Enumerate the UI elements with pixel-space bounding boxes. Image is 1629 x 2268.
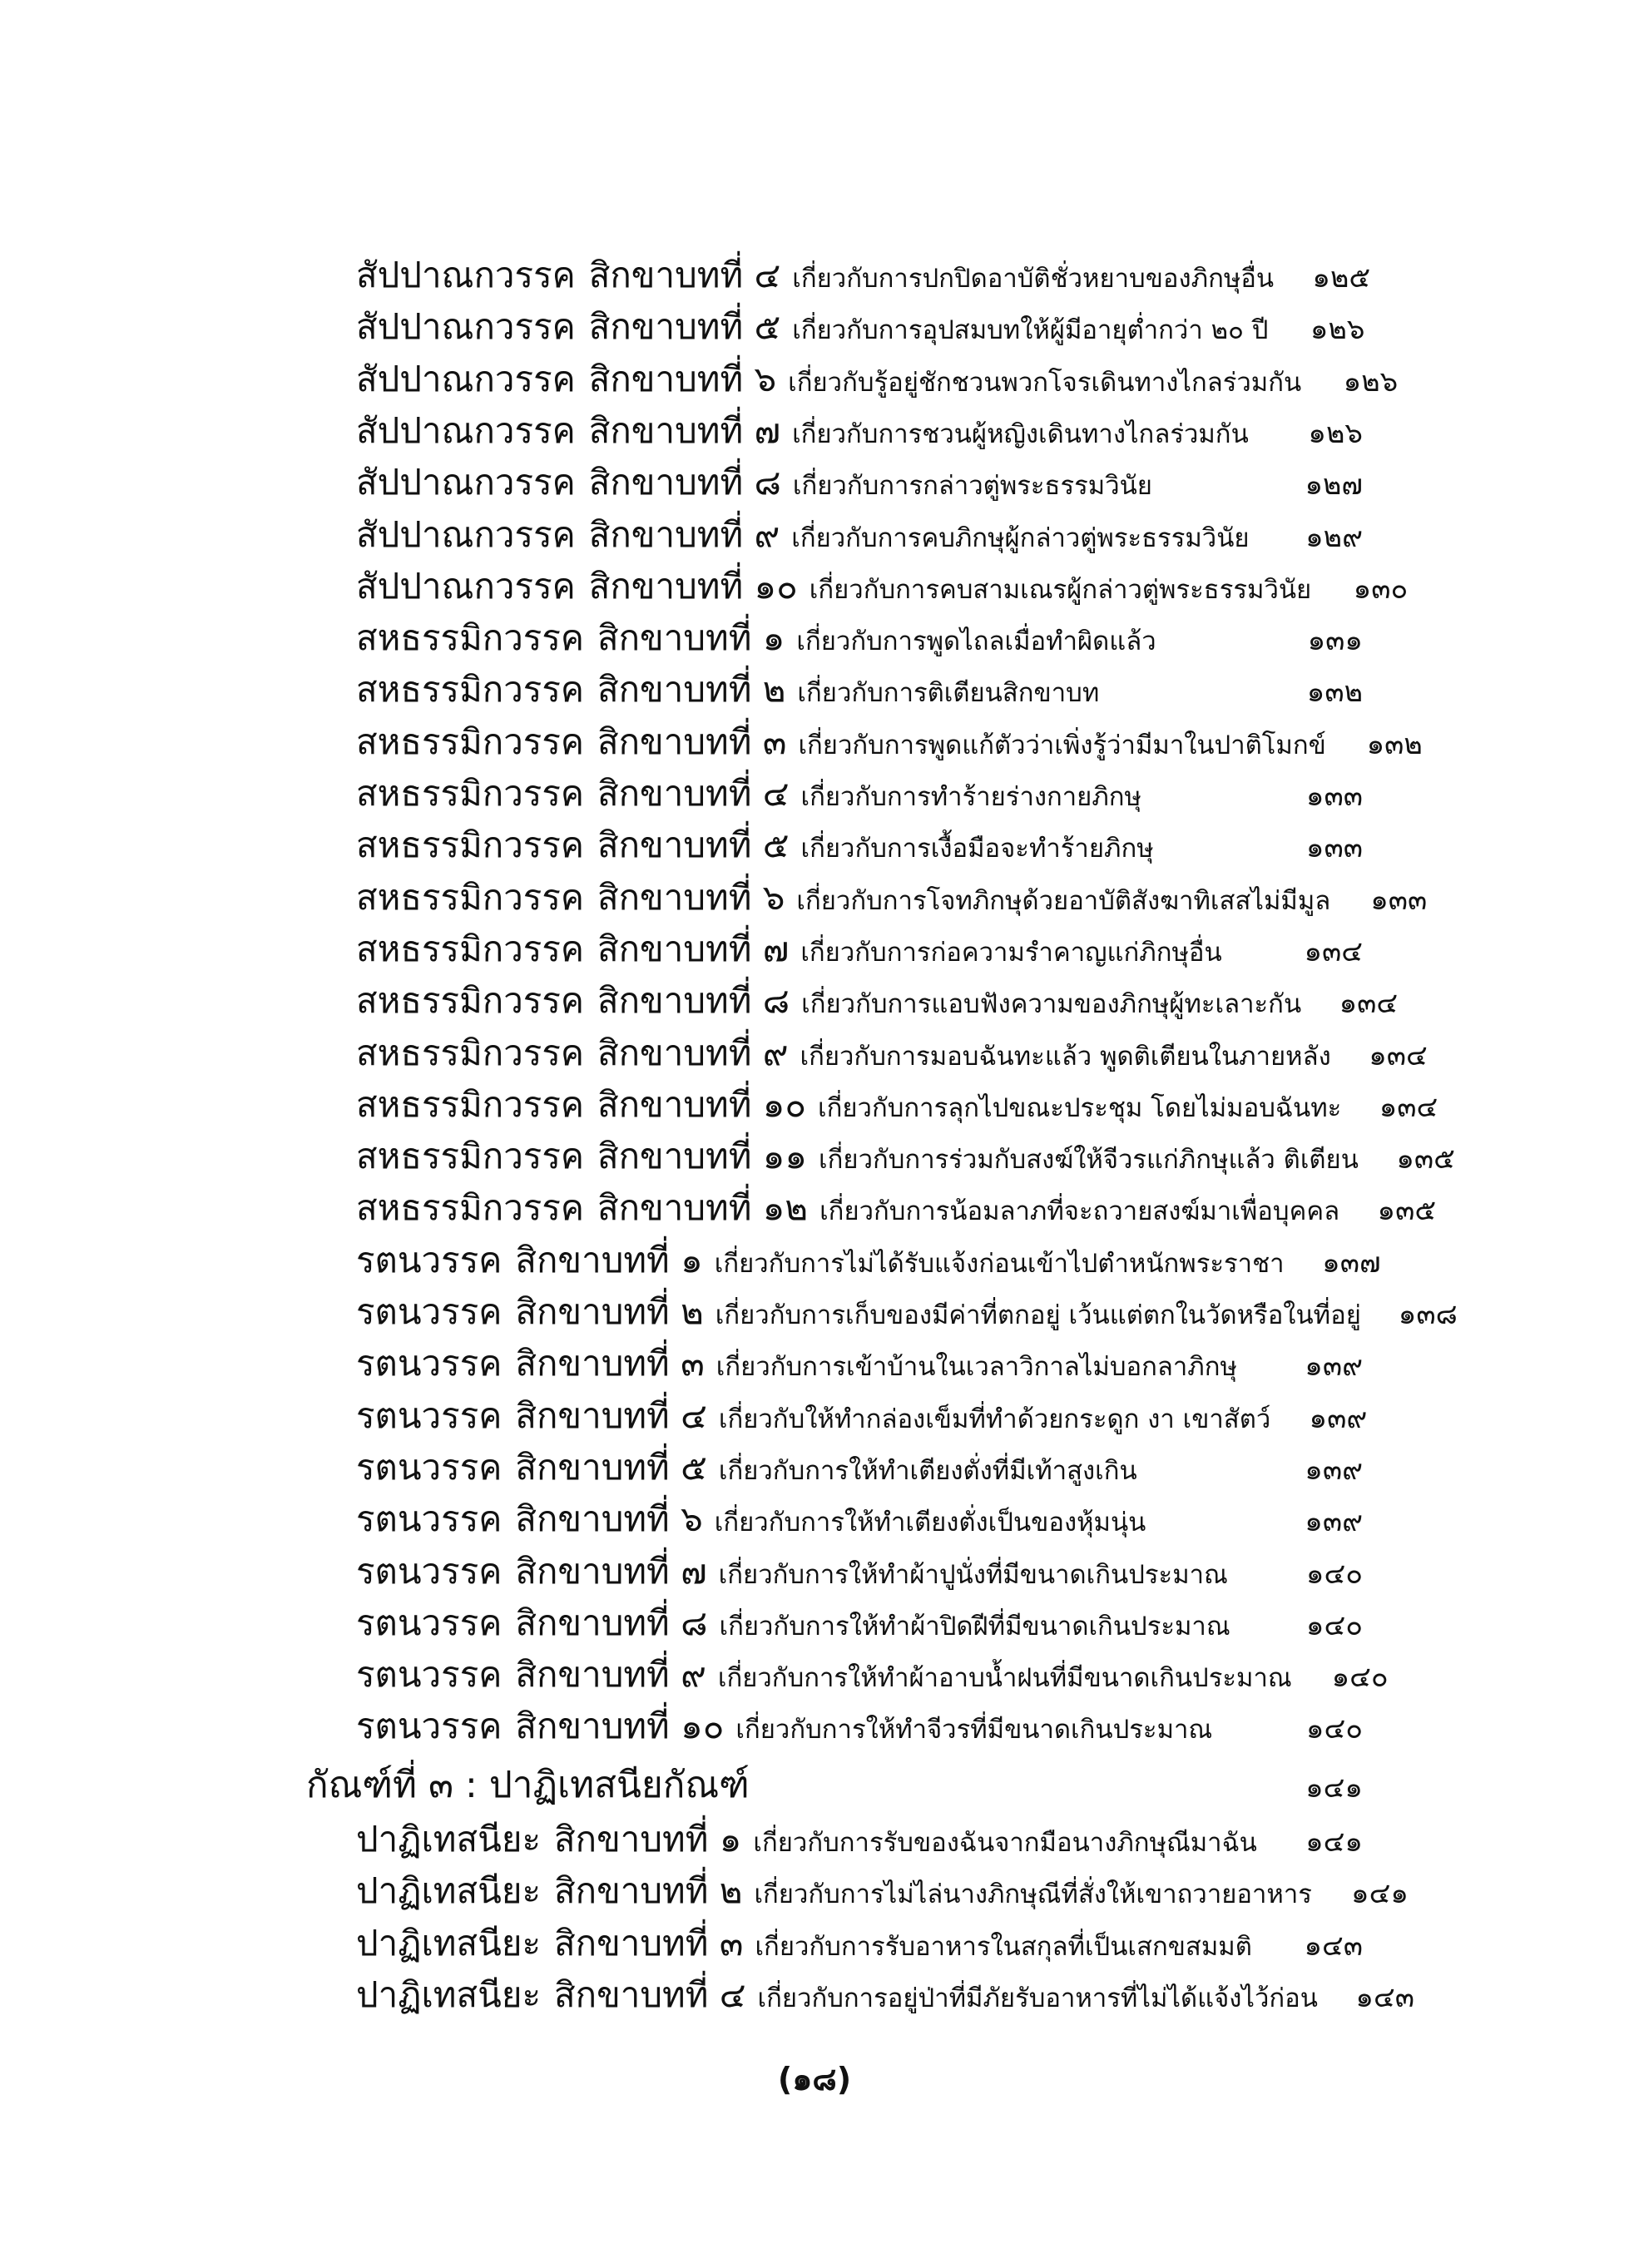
rule-number: สิกขาบทที่ ๔ [554,1973,746,2015]
page-number-footer: (๑๘) [777,2061,852,2097]
chapter-name: สหธรรมิกวรรค [356,876,584,918]
rule-description: เกี่ยวกับการให้ทำผ้าปิดฝีที่มีขนาดเกินประมาณ [719,1611,1230,1642]
rule-description: เกี่ยวกับการให้ทำเตียงตั่งเป็นของหุ้มนุ่น [714,1508,1146,1538]
rule-number: สิกขาบทที่ ๒ [597,669,786,711]
rule-number: สิกขาบทที่ ๑๐ [597,1083,807,1125]
page-number: ๑๓๒ [1366,727,1423,761]
rule-number: สิกขาบทที่ ๑ [554,1819,742,1859]
rule-number: สิกขาบทที่ ๙ [515,1654,706,1696]
toc-entry [356,662,1363,714]
chapter-name: สหธรรมิกวรรค [356,721,584,762]
page-number: ๑๒๗ [1305,468,1363,503]
rule-number: สิกขาบทที่ ๘ [588,462,781,503]
toc-entry [356,248,1371,300]
chapter-name: สหธรรมิกวรรค [356,1083,584,1125]
toc-entry [356,455,1363,507]
toc-entry [356,973,1399,1025]
page-number: ๑๓๘ [1398,1298,1458,1331]
toc-entry [356,1440,1363,1492]
toc-entry [356,508,1363,559]
toc-entry [356,766,1363,818]
rule-description: เกี่ยวกับการเข้าบ้านในเวลาวิกาลไม่บอกลาภิกษุ [715,1352,1237,1383]
section-title: กัณฑ์ที่ ๓ : ปาฏิเทสนียกัณฑ์ [306,1764,750,1806]
page-number: ๑๔๐ [1305,1712,1363,1746]
chapter-name: ปาฏิเทสนียะ [356,1819,541,1859]
rule-description: เกี่ยวกับการให้ทำผ้าอาบน้ำฝนที่มีขนาดเกินประมาณ [717,1663,1292,1694]
rule-number: สิกขาบทที่ ๒ [515,1291,704,1332]
chapter-name: รตนวรรค [356,1446,503,1488]
rule-number: สิกขาบทที่ ๙ [597,1032,789,1073]
chapter-name: รตนวรรค [356,1239,503,1280]
page-number: ๑๒๙ [1305,520,1363,554]
chapter-name: รตนวรรค [356,1291,503,1332]
chapter-name: ปาฏิเทสนียะ [356,1870,541,1912]
rule-description: เกี่ยวกับการปกปิดอาบัติชั่วหยาบของภิกษุอื่น [792,264,1275,294]
toc-entry [356,1864,1409,1915]
rule-description: เกี่ยวกับการพูดแก้ตัวว่าเพิ่งรู้ว่ามีมาในปาติโมกข์ [798,730,1326,760]
rule-number: สิกขาบทที่ ๕ [597,825,790,866]
toc-entry [356,404,1363,455]
rule-number: สิกขาบทที่ ๓ [515,1343,705,1384]
rule-number: สิกขาบทที่ ๙ [588,513,780,555]
toc-entry [356,1181,1437,1232]
rule-number: สิกขาบทที่ ๖ [515,1498,703,1540]
page-number: ๑๒๖ [1310,313,1365,347]
rule-number: สิกขาบทที่ ๑๒ [597,1187,809,1229]
rule-number: สิกขาบทที่ ๖ [588,358,777,399]
section-heading [306,1755,1363,1810]
rule-number: สิกขาบทที่ ๒ [554,1870,743,1912]
rule-number: สิกขาบทที่ ๔ [515,1394,707,1436]
page-number: ๑๓๕ [1396,1142,1455,1176]
toc-entry [356,1544,1363,1596]
chapter-name: ปาฏิเทสนียะ [356,1973,541,2015]
chapter-name: สัปปาณกวรรค [356,462,576,503]
chapter-name: สัปปาณกวรรค [356,565,576,607]
toc-entry [356,715,1423,766]
toc-entry [356,922,1363,973]
rule-number: สิกขาบทที่ ๔ [588,255,781,295]
rule-number: สิกขาบทที่ ๘ [597,980,790,1022]
page-number: ๑๒๖ [1343,364,1399,399]
chapter-name: สหธรรมิกวรรค [356,928,584,969]
rule-number: สิกขาบทที่ ๓ [554,1922,744,1963]
rule-description: เกี่ยวกับการรับของฉันจากมือนางภิกษุณีมาฉัน [753,1828,1257,1858]
chapter-name: ปาฏิเทสนียะ [356,1922,541,1963]
page-number: ๑๔๐ [1331,1661,1389,1695]
toc-entry [356,1129,1455,1181]
rule-description: เกี่ยวกับการให้ทำจีวรที่มีขนาดเกินประมาณ [735,1715,1213,1746]
page-number: ๑๓๓ [1370,883,1428,917]
toc-entry [356,559,1409,611]
page-number: ๑๓๓ [1305,831,1363,865]
page-number: ๑๓๔ [1379,1090,1438,1124]
toc-entry [356,1026,1428,1077]
toc-entry [356,1596,1363,1647]
rule-number: สิกขาบทที่ ๔ [597,773,790,814]
toc-entry [356,300,1363,351]
chapter-name: สหธรรมิกวรรค [356,1187,584,1229]
rule-description: เกี่ยวกับการให้ทำผ้าปูนั่งที่มีขนาดเกินประมาณ [718,1559,1228,1590]
page-number: ๑๓๙ [1305,1453,1363,1487]
rule-description: เกี่ยวกับการก่อความรำคาญแก่ภิกษุอื่น [800,937,1222,968]
chapter-name: สหธรรมิกวรรค [356,669,584,711]
rule-number: สิกขาบทที่ ๕ [515,1446,707,1488]
toc-entry [356,1389,1368,1440]
rule-description: เกี่ยวกับการรับอาหารในสกุลที่เป็นเสกขสมมติ [755,1931,1252,1962]
chapter-name: รตนวรรค [356,1602,503,1643]
rule-description: เกี่ยวกับรู้อยู่ชักชวนพวกโจรเดินทางไกลร่วมกัน [788,367,1302,398]
page-number: ๑๓๓ [1305,780,1363,813]
rule-description: เกี่ยวกับการกล่าวตู่พระธรรมวินัย [792,471,1152,502]
rule-number: สิกขาบทที่ ๑ [597,617,785,659]
rule-description: เกี่ยวกับการคบภิกษุผู้กล่าวตู่พระธรรมวินัย [791,522,1250,553]
toc-entry [356,1077,1438,1129]
toc-entry [356,870,1428,922]
toc-entry [356,1285,1458,1336]
toc-entry [356,818,1363,869]
chapter-name: สัปปาณกวรรค [356,255,576,295]
page-number: ๑๔๐ [1305,1557,1363,1591]
rule-description: เกี่ยวกับการให้ทำเตียงตั่งที่มีเท้าสูงเกิน [718,1455,1137,1486]
rule-description: เกี่ยวกับการเงื้อมือจะทำร้ายภิกษุ [800,834,1154,864]
toc-entry [356,1812,1363,1864]
rule-number: สิกขาบทที่ ๓ [597,721,787,762]
chapter-name: สัปปาณกวรรค [356,409,576,451]
rule-description: เกี่ยวกับการมอบฉันทะแล้ว พูดติเตียนในภายหลัง [800,1041,1331,1072]
rule-description: เกี่ยวกับการโจทภิกษุด้วยอาบัติสังฆาทิเสสไม่มีมูล [796,885,1331,916]
toc-entry [356,1233,1381,1285]
rule-description: เกี่ยวกับการคบสามเณรผู้กล่าวตู่พระธรรมวินัย [809,574,1312,605]
chapter-name: รตนวรรค [356,1394,503,1436]
chapter-name: สหธรรมิกวรรค [356,1032,584,1073]
page-number: ๑๔๐ [1305,1608,1363,1642]
chapter-name: รตนวรรค [356,1550,503,1592]
page-number: ๑๓๗ [1322,1245,1381,1280]
toc-entry [356,352,1399,404]
rule-number: สิกขาบทที่ ๑๐ [515,1706,725,1747]
rule-description: เกี่ยวกับการไม่ไล่นางภิกษุณีที่สั่งให้เขาถวายอาหาร [754,1879,1312,1910]
toc-entry [356,611,1363,662]
page-number: ๑๔๑ [1351,1877,1409,1911]
rule-description: เกี่ยวกับการชวนผู้หญิงเดินทางไกลร่วมกัน [792,418,1249,449]
page-number: ๑๓๔ [1339,987,1399,1021]
rule-description: เกี่ยวกับการแอบฟังความของภิกษุผู้ทะเลาะกัน [801,989,1302,1020]
rule-number: สิกขาบทที่ ๕ [588,306,781,348]
chapter-name: สัปปาณกวรรค [356,306,576,348]
rule-description: เกี่ยวกับการอยู่ป่าที่มีภัยรับอาหารที่ไม่ได้แจ้งไว้ก่อน [757,1983,1318,2013]
page-number: ๑๓๕ [1377,1194,1437,1228]
rule-number: สิกขาบทที่ ๘ [515,1602,708,1643]
toc-entry [356,1492,1363,1543]
section-page-number: ๑๔๑ [1305,1771,1363,1805]
rule-number: สิกขาบทที่ ๗ [588,409,781,451]
rule-number: สิกขาบทที่ ๖ [597,876,785,918]
rule-description: เกี่ยวกับการไม่ได้รับแจ้งก่อนเข้าไปตำหนักพระราชา [714,1248,1285,1279]
page-number: ๑๓๔ [1369,1038,1428,1072]
page-number: ๑๒๖ [1308,416,1363,450]
chapter-name: สหธรรมิกวรรค [356,773,584,814]
chapter-name: สหธรรมิกวรรค [356,825,584,866]
chapter-name: รตนวรรค [356,1654,503,1696]
toc-entry [356,1968,1414,2019]
rule-number: สิกขาบทที่ ๗ [515,1550,707,1592]
page-number: ๑๓๔ [1304,934,1363,968]
rule-description: เกี่ยวกับการร่วมกับสงฆ์ให้จีวรแก่ภิกษุแล้ว ติเตียน [819,1145,1359,1176]
page-number: ๑๓๙ [1309,1401,1368,1435]
page-number: ๑๓๑ [1307,624,1363,658]
chapter-name: สหธรรมิกวรรค [356,980,584,1022]
rule-description: เกี่ยวกับการอุปสมบทให้ผู้มีอายุต่ำกว่า ๒๐ ปี [792,315,1269,346]
toc-entry [356,1916,1363,1968]
rule-description: เกี่ยวกับการพูดไถลเมื่อทำผิดแล้ว [796,626,1156,657]
page-number: ๑๓๐ [1353,572,1409,606]
chapter-name: รตนวรรค [356,1498,503,1540]
rule-description: เกี่ยวกับการเก็บของมีค่าที่ตกอยู่ เว้นแต่ตกในวัดหรือในที่อยู่ [715,1300,1361,1330]
chapter-name: สัปปาณกวรรค [356,513,576,555]
toc-entry [356,1336,1363,1388]
rule-number: สิกขาบทที่ ๑๐ [588,565,798,607]
rule-description: เกี่ยวกับการน้อมลาภที่จะถวายสงฆ์มาเพื่อบุคคล [819,1196,1340,1227]
chapter-name: รตนวรรค [356,1343,503,1384]
rule-description: เกี่ยวกับการทำร้ายร่างกายภิกษุ [800,782,1141,812]
toc-entry [356,1647,1389,1699]
chapter-name: สัปปาณกวรรค [356,358,576,399]
page-number: ๑๓๙ [1305,1505,1363,1539]
chapter-name: สหธรรมิกวรรค [356,1136,584,1177]
page-number: ๑๔๓ [1355,1980,1414,2014]
chapter-name: รตนวรรค [356,1706,503,1747]
rule-description: เกี่ยวกับให้ทำกล่องเข็มที่ทำด้วยกระดูก งา เขาสัตว์ [718,1404,1271,1434]
page-number: ๑๒๕ [1312,261,1371,295]
chapter-name: สหธรรมิกวรรค [356,617,584,659]
rule-description: เกี่ยวกับการลุกไปขณะประชุม โดยไม่มอบฉันทะ [818,1092,1342,1123]
toc-entry [356,1699,1363,1751]
rule-number: สิกขาบทที่ ๑ [515,1239,703,1280]
rule-description: เกี่ยวกับการติเตียนสิกขาบท [797,678,1100,709]
page-number: ๑๓๙ [1305,1349,1363,1384]
rule-number: สิกขาบทที่ ๗ [597,928,790,969]
page-number: ๑๔๑ [1305,1825,1363,1859]
page-number: ๑๓๒ [1306,676,1363,710]
page-number: ๑๔๓ [1304,1929,1363,1963]
rule-number: สิกขาบทที่ ๑๑ [597,1136,808,1177]
